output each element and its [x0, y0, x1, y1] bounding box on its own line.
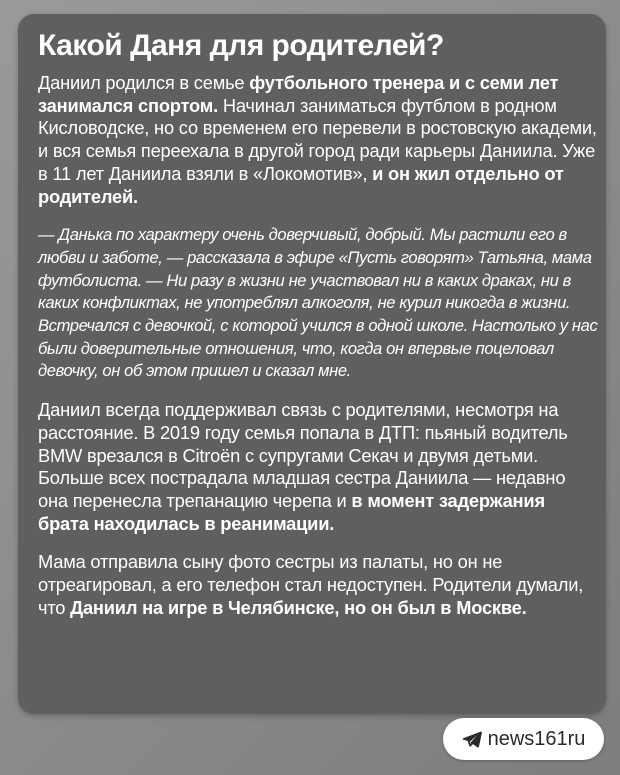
- p1-seg: Даниил родился в семье: [38, 72, 250, 93]
- source-badge[interactable]: [443, 718, 604, 760]
- quote-paragraph: — Данька по характеру очень доверчивый, добрый. Мы растили его в любви и заботе, — рассказала в эфире «Пусть говорят» Татьяна, мама футболиста. — Ни разу в жизни не участвовал ни в каких драках, ни в каких конфликтах, не употреблял алкоголя, не курил никогда в жизни. Встречался с девочкой, с которой учился в одной школе. Настолько у нас были доверительные отношения, что, когда он впервые поцеловал девочку, он об этом пришел и сказал мне.: [38, 225, 598, 381]
- p1-bold: и он жил отдельно от родителей.: [38, 162, 564, 207]
- p4-bold: Даниил на игре в Челябинске, но он был в Москве.: [70, 596, 527, 618]
- p3-bold: в момент задержания брата находилась в реанимации.: [38, 489, 545, 534]
- article-content: [38, 28, 598, 635]
- paragraph-4: [38, 551, 598, 619]
- p1-bold: футбольного тренера и с семи лет занимался спортом.: [38, 72, 559, 116]
- telegram-icon: [462, 730, 482, 748]
- paragraph-3: [38, 399, 598, 535]
- article-title: Какой Даня для родителей?: [38, 29, 444, 62]
- badge-label: news161ru: [487, 727, 586, 750]
- paragraph-1: [38, 72, 598, 208]
- p3-seg: Даниил всегда поддерживал связь с родителями, несмотря на расстояние. В 2019 году семья попала в ДТП: пьяный водитель BMW врезался в Citroën с супругами Секач и двумя детьми. Больше всех пострадала младшая сестра Даниила — недавно она перенесла трепанацию черепа и: [38, 399, 568, 511]
- p4-seg: Мама отправила сыну фото сестры из палаты, но он не отреагировал, а его телефон стал недоступен. Родители думали, что: [38, 551, 584, 618]
- p1-seg: Начинал заниматься футблом в родном Кисловодске, но со временем его перевели в ростовскую академи, и вся семья переехала в другой город ради карьеры Даниила. Уже в 11 лет Даниила взяли в «Локомотив»,: [38, 94, 597, 184]
